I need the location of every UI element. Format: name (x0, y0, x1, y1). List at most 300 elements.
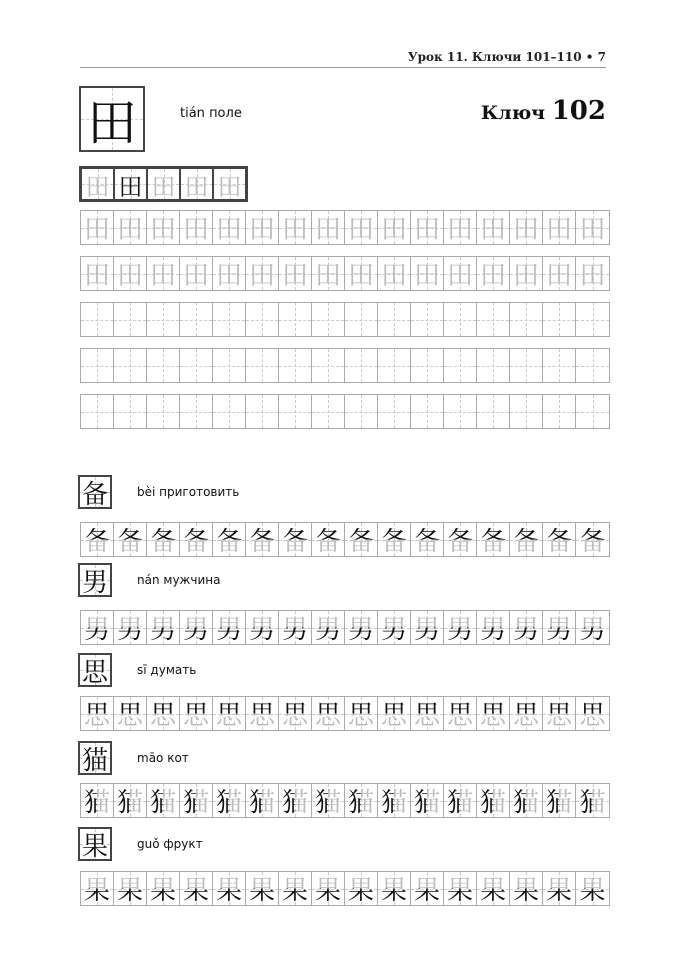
practice-character: 猫 (117, 782, 143, 819)
practice-row (80, 348, 610, 383)
practice-character: 思 (249, 695, 275, 732)
word-meaning: кот (167, 751, 189, 765)
stroke-order-cell (213, 168, 246, 200)
practice-character: 备 (249, 521, 275, 558)
practice-cell[interactable] (411, 523, 444, 556)
practice-cell[interactable] (444, 349, 477, 382)
practice-cell[interactable] (246, 611, 279, 644)
practice-cell[interactable] (411, 211, 444, 244)
practice-cell[interactable] (180, 395, 213, 428)
practice-cell[interactable] (81, 395, 114, 428)
practice-character: 猫 (282, 782, 308, 819)
practice-cell[interactable] (279, 211, 312, 244)
practice-cell[interactable] (444, 784, 477, 817)
word-character: 猫 (81, 745, 108, 776)
practice-character: 果 (381, 870, 407, 907)
practice-character: 田 (182, 261, 209, 291)
practice-cell[interactable] (312, 872, 345, 905)
practice-cell[interactable] (378, 697, 411, 730)
practice-character: 思 (414, 695, 440, 732)
practice-cell[interactable] (576, 349, 609, 382)
practice-cell[interactable] (114, 697, 147, 730)
practice-cell[interactable] (279, 257, 312, 290)
practice-character: 思 (513, 695, 539, 732)
practice-cell[interactable] (81, 523, 114, 556)
practice-cell[interactable] (246, 211, 279, 244)
practice-character: 田 (149, 261, 176, 291)
word-character-box (78, 741, 112, 775)
practice-character: 果 (249, 870, 275, 907)
practice-cell[interactable] (81, 303, 114, 336)
practice-cell[interactable] (543, 395, 576, 428)
practice-cell[interactable] (444, 395, 477, 428)
practice-cell[interactable] (576, 784, 609, 817)
practice-cell[interactable] (345, 257, 378, 290)
practice-cell[interactable] (180, 611, 213, 644)
practice-cell[interactable] (378, 784, 411, 817)
practice-character: 备 (117, 521, 143, 558)
practice-character: 田 (116, 215, 143, 245)
practice-cell[interactable] (114, 523, 147, 556)
practice-cell[interactable] (180, 523, 213, 556)
practice-cell[interactable] (543, 303, 576, 336)
practice-cell[interactable] (576, 872, 609, 905)
practice-character: 田 (182, 215, 209, 245)
practice-cell[interactable] (477, 395, 510, 428)
practice-cell[interactable] (477, 523, 510, 556)
practice-character: 猫 (249, 782, 275, 819)
practice-character: 备 (579, 521, 605, 558)
practice-cell[interactable] (510, 211, 543, 244)
practice-cell[interactable] (246, 523, 279, 556)
page-number: 7 (597, 50, 606, 64)
practice-cell[interactable] (477, 697, 510, 730)
practice-character: 思 (216, 695, 242, 732)
practice-cell[interactable] (477, 257, 510, 290)
practice-character: 田 (314, 261, 341, 291)
practice-cell[interactable] (510, 257, 543, 290)
practice-cell[interactable] (543, 784, 576, 817)
word-character: 备 (81, 479, 108, 510)
practice-character: 思 (183, 695, 209, 732)
practice-character: 思 (84, 695, 110, 732)
practice-character: 男 (216, 609, 242, 646)
stroke-order-cell (180, 168, 213, 200)
practice-cell[interactable] (444, 211, 477, 244)
practice-character: 思 (579, 695, 605, 732)
radical-gloss (180, 106, 242, 121)
practice-cell[interactable] (147, 872, 180, 905)
practice-cell[interactable] (576, 395, 609, 428)
radical-meaning: поле (209, 106, 242, 121)
practice-cell[interactable] (213, 784, 246, 817)
practice-character: 田 (217, 172, 242, 201)
practice-character: 备 (150, 521, 176, 558)
practice-cell[interactable] (213, 523, 246, 556)
practice-cell[interactable] (576, 211, 609, 244)
word-meaning: думать (150, 663, 197, 677)
practice-cell[interactable] (279, 872, 312, 905)
practice-cell[interactable] (180, 872, 213, 905)
header-divider (80, 67, 606, 68)
practice-character: 果 (282, 870, 308, 907)
practice-character: 猫 (447, 782, 473, 819)
practice-cell[interactable] (543, 349, 576, 382)
practice-character: 男 (513, 609, 539, 646)
practice-cell[interactable] (279, 784, 312, 817)
practice-character: 果 (84, 870, 110, 907)
practice-cell[interactable] (543, 697, 576, 730)
practice-character: 田 (281, 261, 308, 291)
practice-character: 男 (249, 609, 275, 646)
practice-cell[interactable] (246, 784, 279, 817)
practice-character: 田 (413, 261, 440, 291)
practice-cell[interactable] (81, 211, 114, 244)
practice-cell[interactable] (510, 523, 543, 556)
practice-cell[interactable] (378, 349, 411, 382)
key-title (481, 96, 606, 126)
practice-cell[interactable] (576, 257, 609, 290)
practice-character: 猫 (414, 782, 440, 819)
practice-cell[interactable] (81, 257, 114, 290)
practice-cell[interactable] (114, 303, 147, 336)
word-character-box (78, 563, 112, 597)
practice-cell[interactable] (444, 697, 477, 730)
practice-cell[interactable] (477, 784, 510, 817)
practice-cell[interactable] (543, 872, 576, 905)
practice-cell[interactable] (279, 349, 312, 382)
word-pinyin: bèi (137, 485, 156, 499)
practice-character: 猫 (315, 782, 341, 819)
word-character: 男 (81, 567, 108, 598)
practice-cell[interactable] (378, 257, 411, 290)
practice-cell[interactable] (345, 784, 378, 817)
practice-cell[interactable] (444, 303, 477, 336)
practice-character: 猫 (150, 782, 176, 819)
practice-character: 田 (446, 261, 473, 291)
word-practice-row (80, 610, 610, 645)
practice-row (80, 302, 610, 337)
word-gloss (137, 751, 189, 765)
practice-cell[interactable] (411, 784, 444, 817)
practice-character: 猫 (381, 782, 407, 819)
practice-character: 备 (546, 521, 572, 558)
practice-character: 果 (183, 870, 209, 907)
practice-cell[interactable] (180, 303, 213, 336)
practice-cell[interactable] (510, 395, 543, 428)
practice-character: 思 (315, 695, 341, 732)
word-character: 果 (81, 831, 108, 862)
practice-cell[interactable] (576, 611, 609, 644)
practice-character: 田 (281, 215, 308, 245)
practice-cell[interactable] (411, 257, 444, 290)
practice-character: 猫 (183, 782, 209, 819)
practice-character: 果 (216, 870, 242, 907)
practice-row (80, 394, 610, 429)
practice-cell[interactable] (576, 523, 609, 556)
practice-cell[interactable] (345, 611, 378, 644)
practice-character: 猫 (348, 782, 374, 819)
practice-cell[interactable] (279, 523, 312, 556)
practice-cell[interactable] (576, 303, 609, 336)
word-pinyin: guǒ (137, 837, 160, 851)
practice-character: 男 (480, 609, 506, 646)
practice-character: 男 (117, 609, 143, 646)
practice-cell[interactable] (312, 784, 345, 817)
practice-cell[interactable] (147, 523, 180, 556)
practice-cell[interactable] (345, 872, 378, 905)
word-pinyin: sī (137, 663, 147, 677)
practice-cell[interactable] (444, 523, 477, 556)
practice-cell[interactable] (81, 349, 114, 382)
practice-cell[interactable] (477, 611, 510, 644)
word-practice-row (80, 783, 610, 818)
practice-character: 田 (446, 215, 473, 245)
practice-cell[interactable] (147, 697, 180, 730)
practice-cell[interactable] (510, 784, 543, 817)
practice-cell[interactable] (246, 257, 279, 290)
practice-cell[interactable] (510, 872, 543, 905)
practice-character: 田 (479, 261, 506, 291)
practice-character: 男 (546, 609, 572, 646)
practice-cell[interactable] (147, 395, 180, 428)
practice-character: 田 (545, 215, 572, 245)
word-character-box (78, 653, 112, 687)
practice-cell[interactable] (378, 211, 411, 244)
practice-cell[interactable] (213, 303, 246, 336)
practice-cell[interactable] (213, 697, 246, 730)
practice-cell[interactable] (114, 211, 147, 244)
word-meaning: приготовить (159, 485, 240, 499)
practice-character: 猫 (579, 782, 605, 819)
running-title: Урок 11. Ключи 101–110 (407, 50, 582, 64)
word-pinyin: māo (137, 751, 164, 765)
practice-cell[interactable] (378, 611, 411, 644)
practice-cell[interactable] (81, 872, 114, 905)
stroke-order-cell (147, 168, 180, 200)
practice-cell[interactable] (411, 872, 444, 905)
practice-character: 猫 (480, 782, 506, 819)
bullet: • (585, 50, 594, 64)
practice-cell[interactable] (312, 611, 345, 644)
key-number: 102 (551, 96, 606, 126)
practice-cell[interactable] (378, 303, 411, 336)
practice-cell[interactable] (444, 872, 477, 905)
practice-character: 田 (83, 261, 110, 291)
practice-cell[interactable] (147, 349, 180, 382)
practice-cell[interactable] (345, 349, 378, 382)
practice-cell[interactable] (81, 611, 114, 644)
practice-cell[interactable] (345, 395, 378, 428)
practice-character: 田 (215, 261, 242, 291)
practice-cell[interactable] (510, 611, 543, 644)
practice-character: 田 (314, 215, 341, 245)
practice-character: 田 (184, 172, 209, 201)
practice-cell[interactable] (213, 872, 246, 905)
practice-character: 田 (579, 215, 606, 245)
practice-cell[interactable] (378, 395, 411, 428)
practice-character: 思 (282, 695, 308, 732)
practice-cell[interactable] (345, 697, 378, 730)
practice-cell[interactable] (279, 395, 312, 428)
practice-character: 果 (546, 870, 572, 907)
practice-cell[interactable] (180, 697, 213, 730)
practice-cell[interactable] (312, 523, 345, 556)
practice-cell[interactable] (345, 523, 378, 556)
practice-character: 男 (282, 609, 308, 646)
practice-cell[interactable] (114, 395, 147, 428)
practice-cell[interactable] (114, 257, 147, 290)
stroke-order-strip (79, 166, 248, 202)
practice-character: 猫 (216, 782, 242, 819)
practice-cell[interactable] (444, 257, 477, 290)
word-gloss (137, 663, 196, 677)
practice-character: 备 (315, 521, 341, 558)
practice-character: 果 (315, 870, 341, 907)
practice-cell[interactable] (213, 611, 246, 644)
key-label: Ключ (481, 102, 546, 124)
word-character: 思 (81, 657, 108, 688)
practice-cell[interactable] (312, 257, 345, 290)
practice-cell[interactable] (543, 211, 576, 244)
practice-character: 田 (151, 172, 176, 201)
practice-cell[interactable] (246, 697, 279, 730)
practice-character: 田 (248, 215, 275, 245)
practice-character: 男 (348, 609, 374, 646)
practice-cell[interactable] (510, 697, 543, 730)
stroke-order-cell (114, 168, 147, 200)
practice-cell[interactable] (543, 611, 576, 644)
word-practice-row (80, 696, 610, 731)
practice-cell[interactable] (411, 303, 444, 336)
practice-cell[interactable] (213, 349, 246, 382)
practice-character: 备 (183, 521, 209, 558)
word-pinyin: nán (137, 573, 160, 587)
practice-cell[interactable] (246, 349, 279, 382)
practice-character: 备 (381, 521, 407, 558)
practice-cell[interactable] (213, 211, 246, 244)
word-meaning: фрукт (163, 837, 203, 851)
practice-character: 猫 (84, 782, 110, 819)
practice-character: 田 (479, 215, 506, 245)
practice-character: 田 (347, 215, 374, 245)
practice-cell[interactable] (378, 872, 411, 905)
practice-cell[interactable] (477, 211, 510, 244)
practice-cell[interactable] (378, 523, 411, 556)
practice-cell[interactable] (114, 611, 147, 644)
practice-cell[interactable] (147, 211, 180, 244)
practice-cell[interactable] (444, 611, 477, 644)
practice-character: 备 (447, 521, 473, 558)
word-practice-row (80, 871, 610, 906)
practice-cell[interactable] (180, 349, 213, 382)
practice-cell[interactable] (411, 611, 444, 644)
practice-cell[interactable] (279, 611, 312, 644)
word-gloss (137, 837, 203, 851)
practice-cell[interactable] (576, 697, 609, 730)
practice-character: 田 (116, 261, 143, 291)
practice-cell[interactable] (180, 257, 213, 290)
word-gloss (137, 573, 220, 587)
practice-character: 男 (579, 609, 605, 646)
practice-cell[interactable] (147, 257, 180, 290)
practice-cell[interactable] (114, 872, 147, 905)
practice-cell[interactable] (312, 211, 345, 244)
radical-large-character: 田 (79, 86, 145, 152)
practice-cell[interactable] (345, 303, 378, 336)
practice-character: 田 (380, 215, 407, 245)
practice-character: 思 (480, 695, 506, 732)
practice-character: 田 (83, 215, 110, 245)
stroke-order-cell (81, 168, 114, 200)
practice-cell[interactable] (312, 395, 345, 428)
practice-cell[interactable] (114, 784, 147, 817)
practice-character: 果 (447, 870, 473, 907)
practice-cell[interactable] (180, 211, 213, 244)
practice-character: 田 (512, 261, 539, 291)
practice-cell[interactable] (312, 349, 345, 382)
practice-character: 果 (150, 870, 176, 907)
practice-cell[interactable] (279, 303, 312, 336)
practice-character: 思 (447, 695, 473, 732)
practice-cell[interactable] (147, 784, 180, 817)
practice-cell[interactable] (81, 784, 114, 817)
practice-cell[interactable] (114, 349, 147, 382)
practice-character: 田 (413, 215, 440, 245)
practice-cell[interactable] (312, 303, 345, 336)
practice-cell[interactable] (510, 349, 543, 382)
practice-character: 思 (348, 695, 374, 732)
practice-character: 男 (84, 609, 110, 646)
practice-character: 果 (480, 870, 506, 907)
practice-character: 备 (282, 521, 308, 558)
practice-cell[interactable] (543, 523, 576, 556)
practice-character: 思 (150, 695, 176, 732)
practice-cell[interactable] (477, 872, 510, 905)
practice-cell[interactable] (411, 349, 444, 382)
practice-character: 果 (579, 870, 605, 907)
practice-character: 备 (84, 521, 110, 558)
practice-cell[interactable] (246, 872, 279, 905)
practice-cell[interactable] (147, 303, 180, 336)
practice-cell[interactable] (510, 303, 543, 336)
practice-cell[interactable] (180, 784, 213, 817)
practice-cell[interactable] (279, 697, 312, 730)
practice-character: 思 (546, 695, 572, 732)
practice-character: 田 (512, 215, 539, 245)
practice-character: 田 (215, 215, 242, 245)
word-meaning: мужчина (163, 573, 221, 587)
practice-cell[interactable] (477, 303, 510, 336)
practice-character: 备 (348, 521, 374, 558)
practice-cell[interactable] (213, 257, 246, 290)
practice-cell[interactable] (147, 611, 180, 644)
running-header (408, 50, 606, 64)
practice-cell[interactable] (246, 303, 279, 336)
practice-cell[interactable] (477, 349, 510, 382)
practice-cell[interactable] (411, 697, 444, 730)
practice-cell[interactable] (213, 395, 246, 428)
practice-character: 男 (447, 609, 473, 646)
practice-cell[interactable] (411, 395, 444, 428)
practice-cell[interactable] (312, 697, 345, 730)
practice-character: 思 (381, 695, 407, 732)
practice-cell[interactable] (246, 395, 279, 428)
practice-character: 果 (513, 870, 539, 907)
practice-cell[interactable] (543, 257, 576, 290)
practice-cell[interactable] (81, 697, 114, 730)
practice-cell[interactable] (345, 211, 378, 244)
